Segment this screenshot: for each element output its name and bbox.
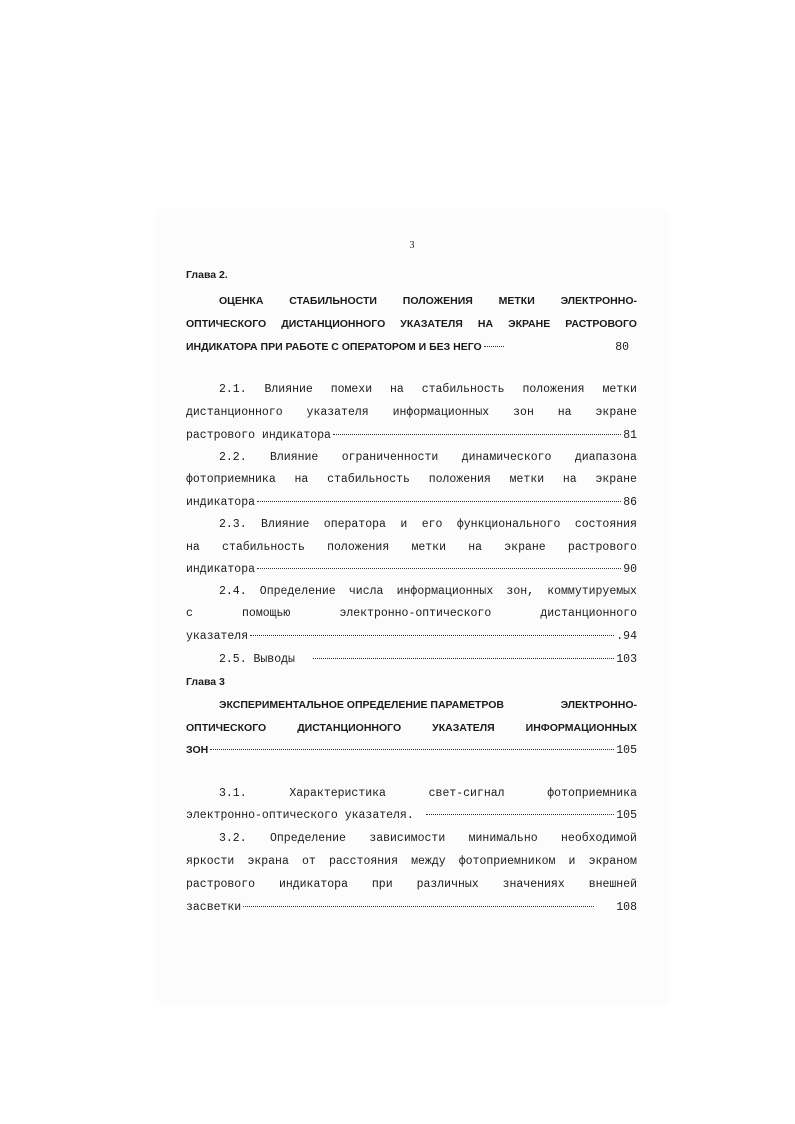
chapter-2-title-line-1 (186, 292, 637, 310)
word: ЭЛЕКТРОННО- (560, 295, 637, 307)
word: 2.1. (219, 383, 247, 396)
word: метки (411, 541, 446, 554)
toc-page: 103 (616, 653, 637, 666)
word: ОПТИЧЕСКОГО (186, 318, 267, 330)
word: стабильность (421, 383, 505, 396)
toc-2-5 (186, 651, 637, 669)
word: фотоприемником (458, 855, 556, 868)
word: НА (477, 318, 494, 330)
dot-leader (257, 501, 621, 502)
toc-text: засветки (186, 901, 242, 914)
word: расстояния (328, 855, 398, 868)
chapter-3-title-line-3 (186, 741, 637, 759)
word: ограниченности (341, 451, 439, 464)
word: положения (327, 541, 390, 554)
word: оператора (323, 518, 386, 531)
word: ОПТИЧЕСКОГО (186, 722, 267, 734)
word: свет-сигнал (428, 787, 505, 800)
word: Определение (259, 585, 336, 598)
word: ЭКСПЕРИМЕНТАЛЬНОЕ ОПРЕДЕЛЕНИЕ ПАРАМЕТРОВ (219, 699, 505, 711)
toc-text: растрового индикатора (186, 429, 331, 442)
word: динамического (461, 451, 552, 464)
chapter-2-heading: Глава 2. (186, 269, 228, 281)
toc-2-1-line-2 (186, 404, 637, 422)
dot-leader (484, 346, 504, 347)
toc-page: 86 (623, 496, 637, 509)
word: внешней (588, 878, 637, 891)
chapter-2-title-line-3 (186, 338, 637, 356)
word: диапазона (574, 451, 637, 464)
toc-title-text: ЗОН (186, 744, 209, 756)
word: метки (602, 383, 637, 396)
toc-2-3-line-3 (186, 561, 637, 579)
word: информационных (396, 585, 494, 598)
toc-3-2-line-3 (186, 876, 637, 894)
toc-3-2-line-1 (186, 830, 637, 848)
page-number: 3 (409, 240, 415, 251)
word: функционального (456, 518, 561, 531)
toc-page: .94 (616, 630, 637, 643)
word: ЭЛЕКТРОННО- (560, 699, 637, 711)
word: индикатора (278, 878, 348, 891)
word: состояния (574, 518, 637, 531)
word: дистанционного (186, 406, 283, 419)
toc-3-1-line-1 (186, 785, 637, 803)
word: яркости (186, 855, 235, 868)
word: экране (504, 541, 546, 554)
word: Влияние (261, 518, 310, 531)
word: на (390, 383, 404, 396)
toc-page: 90 (623, 563, 637, 576)
dot-leader (257, 568, 621, 569)
toc-text: индикатора (186, 496, 256, 509)
word: и (568, 855, 576, 868)
dot-leader (210, 749, 614, 750)
word: помощью (242, 607, 291, 620)
word: на (468, 541, 483, 554)
word: 3.1. (219, 787, 247, 800)
word: его (421, 518, 443, 531)
word: Влияние (264, 383, 313, 396)
dot-leader (250, 635, 614, 636)
toc-text: указателя (186, 630, 249, 643)
word: на (294, 473, 309, 486)
toc-page: 105 (616, 744, 637, 757)
toc-3-2-line-4 (186, 899, 637, 917)
toc-text: электронно-оптического указателя. (186, 809, 414, 822)
word: зависимости (369, 832, 446, 845)
word: от (302, 855, 316, 868)
word: экране (595, 406, 637, 419)
word: СТАБИЛЬНОСТИ (289, 295, 377, 307)
word: МЕТКИ (498, 295, 535, 307)
toc-page: 80 (615, 341, 629, 354)
word: фотоприемника (547, 787, 637, 800)
toc-2-4-line-3 (186, 628, 637, 646)
word: 2.2. (219, 451, 247, 464)
word: растрового (567, 541, 637, 554)
word: фотоприемника (186, 473, 276, 486)
chapter-3-title-line-2 (186, 719, 637, 737)
word: зон, (506, 585, 535, 598)
toc-2-2-line-1 (186, 449, 637, 467)
dot-leader (313, 658, 614, 659)
word: экране (595, 473, 637, 486)
word: зон (513, 406, 534, 419)
word: экрана (247, 855, 289, 868)
word: числа (348, 585, 384, 598)
toc-title-text: ИНДИКАТОРА ПРИ РАБОТЕ С ОПЕРАТОРОМ И БЕЗ НЕГО (186, 341, 482, 353)
dot-leader (426, 814, 615, 815)
chapter-3-title-line-1 (186, 696, 637, 714)
toc-page: 108 (616, 901, 637, 914)
word: экраном (588, 855, 637, 868)
word: при (371, 878, 393, 891)
word: с (186, 607, 193, 620)
word: на (557, 406, 572, 419)
toc-text: 2.5. Выводы (219, 653, 295, 666)
word: различных (416, 878, 479, 891)
word: между (411, 855, 446, 868)
word: стабильность (222, 541, 305, 554)
word: Характеристика (289, 787, 386, 800)
word: УКАЗАТЕЛЯ (400, 318, 463, 330)
word: информационных (392, 406, 490, 419)
word: 2.3. (219, 518, 247, 531)
word: Определение (270, 832, 346, 845)
word: дистанционного (540, 607, 637, 620)
word: и (400, 518, 408, 531)
chapter-3-heading: Глава 3 (186, 676, 225, 688)
word: 3.2. (219, 832, 247, 845)
word: необходимой (561, 832, 637, 845)
word: Влияние (270, 451, 319, 464)
word: ДИСТАНЦИОННОГО (297, 722, 402, 734)
word: растрового (186, 878, 256, 891)
word: ДИСТАНЦИОННОГО (281, 318, 386, 330)
toc-2-2-line-2 (186, 471, 637, 489)
word: на (186, 541, 200, 554)
word: ОЦЕНКА (219, 295, 264, 307)
word: ИНФОРМАЦИОННЫХ (525, 722, 637, 734)
dot-leader (333, 434, 621, 435)
word: стабильность (327, 473, 410, 486)
word: помехи (330, 383, 373, 396)
toc-3-1-line-2 (186, 807, 637, 825)
word: 2.4. (219, 585, 247, 598)
toc-3-2-line-2 (186, 853, 637, 871)
word: значениях (502, 878, 565, 891)
toc-2-4-line-2 (186, 605, 637, 623)
toc-text: индикатора (186, 563, 256, 576)
toc-page: 81 (623, 429, 637, 442)
toc-2-1-line-1 (186, 381, 637, 399)
toc-page: 105 (616, 809, 637, 822)
word: ПОЛОЖЕНИЯ (402, 295, 473, 307)
word: ЭКРАНЕ (508, 318, 551, 330)
word: положения (428, 473, 491, 486)
toc-2-4-line-1 (186, 583, 637, 601)
word: РАСТРОВОГО (565, 318, 637, 330)
toc-2-1-line-3 (186, 427, 637, 445)
word: положения (522, 383, 585, 396)
chapter-2-title-line-2 (186, 315, 637, 333)
dot-leader (243, 906, 594, 907)
word: на (562, 473, 577, 486)
word: минимально (468, 832, 538, 845)
toc-2-3-line-2 (186, 539, 637, 557)
word: указателя (306, 406, 369, 419)
word: электронно-оптического (339, 607, 492, 620)
word: метки (509, 473, 545, 486)
toc-2-3-line-1 (186, 516, 637, 534)
word: УКАЗАТЕЛЯ (432, 722, 495, 734)
word: коммутируемых (547, 585, 637, 598)
toc-2-2-line-3 (186, 494, 637, 512)
